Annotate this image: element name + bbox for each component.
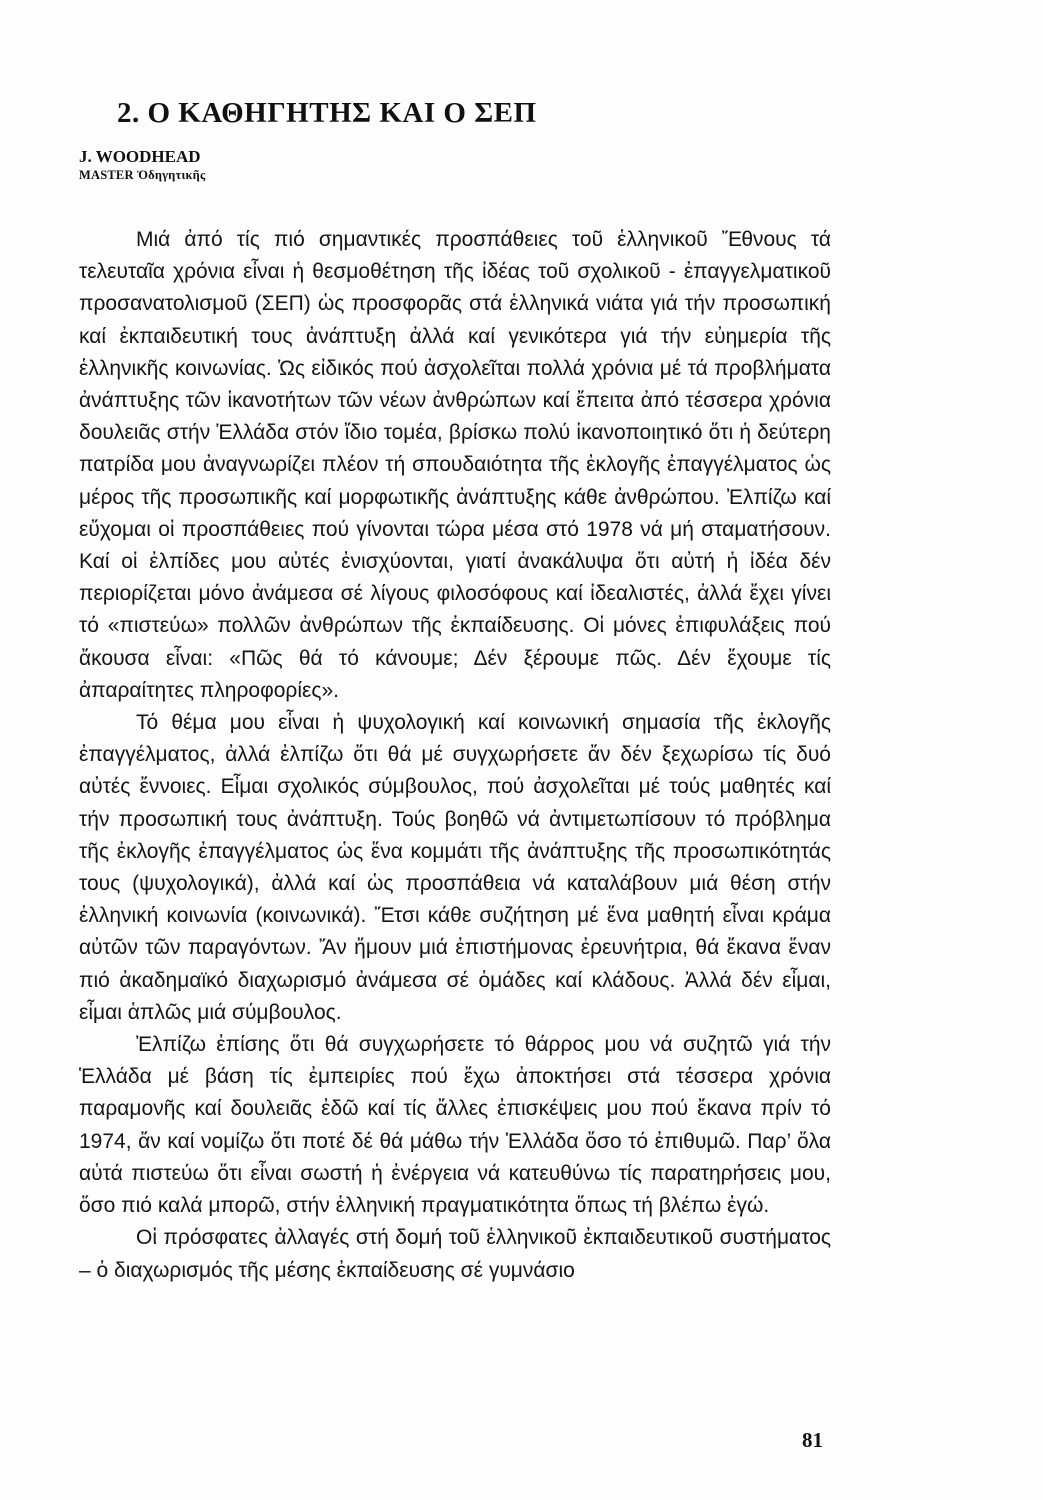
- author-block: [79, 147, 205, 183]
- chapter-title: 2. Ο ΚΑΘΗΓΗΤΗΣ ΚΑΙ Ο ΣΕΠ: [117, 97, 537, 129]
- article-body: [79, 224, 831, 1287]
- author-name: J. WOODHEAD: [79, 147, 201, 166]
- author-role: MASTER Ὀδηγητικῆς: [79, 168, 206, 182]
- paragraph: Μιά ἀπό τίς πιό σημαντικές προσπάθειες τοῦ ἑλληνικοῦ Ἔθνους τά τελευταῖα χρόνια εἶναι ἡ θεσμοθέτηση τῆς ἰδέας τοῦ σχολικοῦ - ἐπαγγελματικοῦ προσανατολισμοῦ (ΣΕΠ) ὡς προσφορᾶς στά ἑλληνικά νιάτα γιά τήν προσωπική καί ἐκπαιδευτική τους ἀνάπτυξη ἀλλά καί γενικότερα γιά τήν εὐημερία τῆς ἑλληνικῆς κοινωνίας. Ὡς εἰδικός πού ἀσχολεῖται πολλά χρόνια μέ τά προβλήματα ἀνάπτυξης τῶν ἱκανοτήτων τῶν νέων ἀνθρώπων καί ἔπειτα ἀπό τέσσερα χρόνια δουλειᾶς στήν Ἑλλάδα στόν ἴδιο τομέα, βρίσκω πολύ ἱκανοποιητικό ὅτι ἡ δεύτερη πατρίδα μου ἀναγνωρίζει πλέον τή σπουδαιότητα τῆς ἐκλογῆς ἐπαγγέλματος ὡς μέρος τῆς προσωπικῆς καί μορφωτικῆς ἀνάπτυξης κάθε ἀνθρώπου. Ἐλπίζω καί εὔχομαι οἱ προσπάθειες πού γίνονται τώρα μέσα στό 1978 νά μή σταματήσουν. Καί οἱ ἐλπίδες μου αὐτές ἐνισχύονται, γιατί ἀνακάλυψα ὅτι αὐτή ἡ ἰδέα δέν περιορίζεται μόνο ἀνάμεσα σέ λίγους φιλοσόφους καί ἰδεαλιστές, ἀλλά ἔχει γίνει τό «πιστεύω» πολλῶν ἀνθρώπων τῆς ἐκπαίδευσης. Οἱ μόνες ἐπιφυλάξεις πού ἄκουσα εἶναι: «Πῶς θά τό κάνουμε; Δέν ξέρουμε πῶς. Δέν ἔχουμε τίς ἀπαραίτητες πληροφορίες».: [79, 228, 831, 702]
- paragraph: Τό θέμα μου εἶναι ἡ ψυχολογική καί κοινωνική σημασία τῆς ἐκλογῆς ἐπαγγέλματος, ἀλλά ἐλπίζω ὅτι θά μέ συγχωρήσετε ἄν δέν ξεχωρίσω τίς δυό αὐτές ἔννοιες. Εἶμαι σχολικός σύμβουλος, πού ἀσχολεῖται μέ τούς μαθητές καί τήν προσωπική τους ἀνάπτυξη. Τούς βοηθῶ νά ἀντιμετωπίσουν τό πρόβλημα τῆς ἐκλογῆς ἐπαγγέλματος ὡς ἕνα κομμάτι τῆς ἀνάπτυξης τῆς προσωπικότητάς τους (ψυχολογικά), ἀλλά καί ὡς προσπάθεια νά καταλάβουν μιά θέση στήν ἑλληνική κοινωνία (κοινωνικά). Ἔτσι κάθε συζήτηση μέ ἕνα μαθητή εἶναι κράμα αὐτῶν τῶν παραγόντων. Ἄν ἤμουν μιά ἐπιστήμονας ἐρευνήτρια, θά ἔκανα ἕναν πιό ἀκαδημαϊκό διαχωρισμό ἀνάμεσα σέ ὁμάδες καί κλάδους. Ἀλλά δέν εἶμαι, εἶμαι ἁπλῶς μιά σύμβουλος.: [79, 711, 831, 1024]
- page-number: 81: [802, 1428, 823, 1452]
- paragraph: Οἱ πρόσφατες ἀλλαγές στή δομή τοῦ ἑλληνικοῦ ἐκπαιδευτικοῦ συστήματος – ὁ διαχωρισμός τῆς μέσης ἐκπαίδευσης σέ γυμνάσιο: [79, 1226, 831, 1282]
- paragraph: Ἐλπίζω ἐπίσης ὅτι θά συγχωρήσετε τό θάρρος μου νά συζητῶ γιά τήν Ἑλλάδα μέ βάση τίς ἐμπειρίες πού ἔχω ἀποκτήσει στά τέσσερα χρόνια παραμονῆς καί δουλειᾶς ἐδῶ καί τίς ἄλλες ἐπισκέψεις μου πού ἔκανα πρίν τό 1974, ἄν καί νομίζω ὅτι ποτέ δέ θά μάθω τήν Ἑλλάδα ὅσο τό ἐπιθυμῶ. Παρ’ ὅλα αὐτά πιστεύω ὅτι εἶναι σωστή ἡ ἐνέργεια νά κατευθύνω τίς παρατηρήσεις μου, ὅσο πιό καλά μπορῶ, στήν ἑλληνική πραγματικότητα ὅπως τή βλέπω ἐγώ.: [79, 1033, 831, 1218]
